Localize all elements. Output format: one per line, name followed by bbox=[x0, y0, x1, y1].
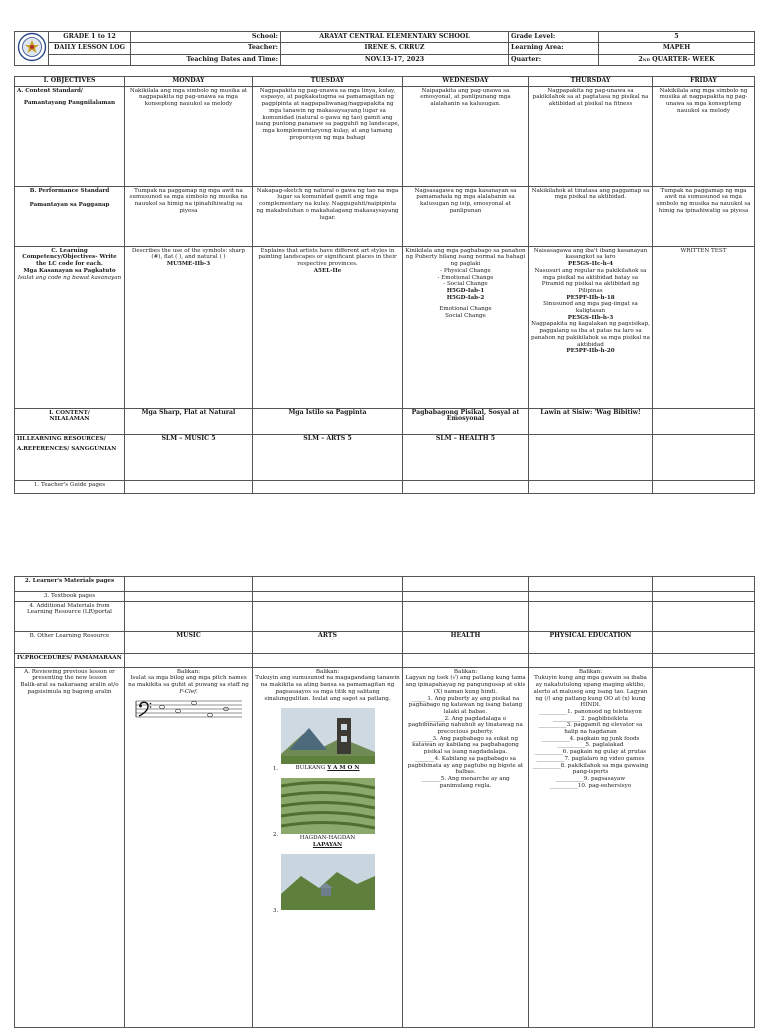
performance-standard-tue: Nakapag-sketch ng natural o gawa ng tao na mga lugar sa komunidad gamit ang mga complementary na kulay. Nagguguhit/naipipinta ng makabuluhan o makahalagang makasaysayang lugar. bbox=[253, 186, 403, 246]
review-arts: Balikan: Tukuyin ang sumusunod na magagandang tanawin na makikita sa ating bansa sa pamamagitan ng pagsasaayos sa mga titik ng salitang sinalunggulitan. Isulat ang sagot sa patlang. 1. BULKANG Y A M O N 2. HAGDAN-HAGDAN LAPAYAN 3. bbox=[253, 667, 403, 1027]
content-standard-wed: Naipapakita ang pag-unawa sa emosyonal, at panlipunang mga alalahanin sa kalusugan. bbox=[403, 86, 529, 186]
competency-wed: Kinikilala ang mga pagbabago sa panahon ng Puberty bilang isang normal na bahagi ng paglaki - Physical Change - Emotional Change - Social Change H5GD-Iab-1 H5GD-Iab-2 Emotional Change Social Change bbox=[403, 246, 529, 408]
learners-materials-label: 2. Learner's Materials pages bbox=[15, 577, 125, 592]
performance-standard-label: B. Performance Standard Pamantayan sa Pagganap bbox=[15, 186, 125, 246]
empty-cell bbox=[403, 577, 529, 592]
col-pe: PHYSICAL EDUCATION bbox=[529, 631, 653, 653]
empty-cell bbox=[253, 592, 403, 602]
arts-item-1: 1. BULKANG Y A M O N bbox=[255, 708, 400, 772]
objectives-heading: I. OBJECTIVES bbox=[15, 77, 125, 87]
procedures-table bbox=[14, 576, 755, 1028]
empty-cell bbox=[529, 592, 653, 602]
textbook-label: 3. Textbook pages bbox=[15, 592, 125, 602]
resources-fri bbox=[653, 434, 755, 480]
competency-tue: Explains that artists have different art styles in painting landscapes or significant places in their respective provinces. A5EL-IIe bbox=[253, 246, 403, 408]
empty-cell bbox=[653, 631, 755, 653]
empty-cell bbox=[529, 653, 653, 667]
empty-cell bbox=[253, 480, 403, 493]
empty-cell bbox=[253, 577, 403, 592]
content-fri bbox=[653, 408, 755, 434]
col-health: HEALTH bbox=[403, 631, 529, 653]
dates-value: NOV.13-17, 2023 bbox=[281, 54, 509, 65]
resources-label: III.LEARNING RESOURCES/ A.REFERENCES/ SANGGUNIAN bbox=[15, 434, 125, 480]
performance-standard-fri: Tumpak na paggamap ng mga awit na sumusunod sa mga simbolo ng musika na nauukol sa himig na ipinahiwatig sa piyesa bbox=[653, 186, 755, 246]
other-resources-label: B. Other Learning Resource bbox=[15, 631, 125, 653]
empty-cell bbox=[125, 653, 253, 667]
school-label: School: bbox=[131, 32, 281, 43]
day-tuesday: TUESDAY bbox=[253, 77, 403, 87]
empty-cell bbox=[529, 601, 653, 631]
review-label: A. Reviewing previous lesson or presenting the new lesson Balik-aral sa nakaraang aralin at/o pagsisimula ng bagong aralin bbox=[15, 667, 125, 1027]
content-standard-fri: Nakikilala ang mga simbolo ng musika at nagpapakita ng pag-unawa sa mga konsepteng nauukol sa melody bbox=[653, 86, 755, 186]
empty-cell bbox=[125, 480, 253, 493]
content-standard-label: A. Content Standard/ Pamantayang Pangnilalaman bbox=[15, 86, 125, 186]
log-title: DAILY LESSON LOG bbox=[49, 43, 131, 54]
hills-image bbox=[281, 854, 375, 910]
quarter-value: 2ND QUARTER- WEEK bbox=[599, 54, 755, 65]
blank-cell bbox=[49, 54, 131, 65]
day-friday: FRIDAY bbox=[653, 77, 755, 87]
competency-thu: Naisasagawa ang iba't ibang kasanayan kasangkot sa laro PE5GS-IIc-h-4 Nasusuri ang regular na pakikilahok sa mga pisikal na aktibidad batay sa Piramid ng pisikal na aktibidad ng Pilipinas PE5PF-IIb-h-18 Sinusunod ang mga pag-iingat sa kaligtasan PE5GS-IIb-h-3 Nagpapakita ng kagalakan ng pagsisikap, paggalang sa iba at patas na laro sa panahon ng pakikilahok sa mga pisikal na aktibidad PE5PF-IIb-h-20 bbox=[529, 246, 653, 408]
review-music: Balikan: Isulat sa mga bilog ang mga pitch names na makikita sa guhit at puwang sa staff ng F-Clef. bbox=[125, 667, 253, 1027]
empty-cell bbox=[529, 480, 653, 493]
volcano-tower-image bbox=[281, 708, 375, 764]
empty-cell bbox=[653, 667, 755, 1027]
day-thursday: THURSDAY bbox=[529, 77, 653, 87]
quarter-label: Quarter: bbox=[509, 54, 599, 65]
content-tue: Mga Istilo sa Pagpinta bbox=[253, 408, 403, 434]
empty-cell bbox=[529, 577, 653, 592]
header-table bbox=[14, 31, 755, 66]
teacher-value: IRENE S. CRRUZ bbox=[281, 43, 509, 54]
empty-cell bbox=[403, 601, 529, 631]
col-music: MUSIC bbox=[125, 631, 253, 653]
content-standard-tue: Nagpapakita ng pag-unawa sa mga linya, kulay, espasyo, at pagkakatugma sa pamamagitan ng pagpipinta at nagpapaliwanag/nagpapakita ng mga tanawin ng makasaysayang lugar sa komunidad (natural o gawa ng tao) gamit ang isang puntong pananaw sa pagguhit ng landscape, mga komplementaryong kulay, at ang tamang proporsyon ng mga bahagi bbox=[253, 86, 403, 186]
performance-standard-wed: Nagsasagawa ng mga kasanayan sa pamamahala ng mga alalahanin sa kalusugan ng isip, emosyonal at panlipunan bbox=[403, 186, 529, 246]
content-wed: Pagbabagong Pisikal, Sosyal at Emosyonal bbox=[403, 408, 529, 434]
empty-cell bbox=[403, 592, 529, 602]
content-mon: Mga Sharp, Flat at Natural bbox=[125, 408, 253, 434]
f-clef-staff bbox=[134, 698, 244, 720]
performance-standard-mon: Tumpak na paggamap ng mga awit na sumusunod sa mga simbolo ng musika na nauukol sa himig na ipinahihiwatig sa piyesa bbox=[125, 186, 253, 246]
content-standard-mon: Nakikilala ang mga simbolo ng musika at nagpapakita ng pag-unawa sa mga konsepteng nauukol sa melody bbox=[125, 86, 253, 186]
resources-mon: SLM – MUSIC 5 bbox=[125, 434, 253, 480]
empty-cell bbox=[653, 653, 755, 667]
arts-item-3: 3. bbox=[255, 854, 400, 910]
empty-cell bbox=[653, 592, 755, 602]
arts-item-2: 2. HAGDAN-HAGDAN LAPAYAN bbox=[255, 778, 400, 848]
learning-area-label: Learning Area: bbox=[509, 43, 599, 54]
content-thu: Lawin at Sisiw: 'Wag Bibitiw! bbox=[529, 408, 653, 434]
empty-cell bbox=[653, 480, 755, 493]
grade-range: GRADE 1 to 12 bbox=[49, 32, 131, 43]
empty-cell bbox=[403, 480, 529, 493]
rice-terraces-image bbox=[281, 778, 375, 834]
grade-level-label: Grade Level: bbox=[509, 32, 599, 43]
deped-seal bbox=[15, 32, 49, 66]
empty-cell bbox=[125, 601, 253, 631]
competency-mon: Describes the use of the symbols: sharp (#), flat ( ), and natural ( ) MU5ME-IIb-3 bbox=[125, 246, 253, 408]
empty-cell bbox=[653, 601, 755, 631]
teacher-label: Teacher: bbox=[131, 43, 281, 54]
review-health: Balikan: Lagyan ng tsek (√) ang patlang kung tama ang ipinapahayag ng pangungusap at ekis (X) naman kung hindi. _____ 1. Ang puberty ay ang pisikal na pagbabago ng katawan ng isang batang lalaki at babae. _______2. Ang pagdadalaga o pagbibinatang nahuhuli ay tinatawag na precocious puberty. _______3. Ang pagbabago sa sukat ng katawan ay kabilang sa pagbabagong pisikal sa isang nagdadalaga. _______4. Kabilang sa pagbabago sa pagbibinata ay ang pagtubo ng bigote at balbas. _______5. Ang menarche ay ang panimulang regla. bbox=[403, 667, 529, 1027]
empty-cell bbox=[253, 601, 403, 631]
additional-materials-label: 4. Additional Materials from Learning Resource (LR)portal bbox=[15, 601, 125, 631]
empty-cell bbox=[125, 592, 253, 602]
procedures-label: IV.PROCEDURES/ PAMAMARAAN bbox=[15, 653, 125, 667]
empty-cell bbox=[253, 653, 403, 667]
grade-level-value: 5 bbox=[599, 32, 755, 43]
empty-cell bbox=[125, 577, 253, 592]
performance-standard-thu: Nakikilahok at tinatasa ang paggamap sa mga pisikal na aktibidad. bbox=[529, 186, 653, 246]
learning-area-value: MAPEH bbox=[599, 43, 755, 54]
resources-tue: SLM – ARTS 5 bbox=[253, 434, 403, 480]
day-wednesday: WEDNESDAY bbox=[403, 77, 529, 87]
competency-label: C. Learning Competency/Objectives- Write the LC code for each. Mga Kasanayan sa Pagkatuto Isulat ang code ng bawat kasanayan bbox=[15, 246, 125, 408]
col-arts: ARTS bbox=[253, 631, 403, 653]
resources-wed: SLM – HEALTH 5 bbox=[403, 434, 529, 480]
empty-cell bbox=[653, 577, 755, 592]
day-monday: MONDAY bbox=[125, 77, 253, 87]
dates-label: Teaching Dates and Time: bbox=[131, 54, 281, 65]
school-value: ARAYAT CENTRAL ELEMENTARY SCHOOL bbox=[281, 32, 509, 43]
review-pe: Balikan: Tukuyin kung ang mga gawain sa ibaba ay nakatutulong upang maging aktibo, alerto at malusog ang isang tao. Lagyan ng (/) ang patlang kung OO at (x) kung HINDI. __________1. panonood ng telebisyon __________2. pagbibisikleta __________3. paggamit ng elevator sa halip na hagdanan __________4. pagkain ng junk foods __________5. paglalakad __________6. pagkain ng gulay at prutas __________7. paglalaro ng video games __________8. pakikilahok sa mga gawaing pang-isports __________9. pagsasayaw __________10. pag-eehersisyo bbox=[529, 667, 653, 1027]
resources-thu bbox=[529, 434, 653, 480]
objectives-table bbox=[14, 76, 755, 494]
content-standard-thu: Nagpapakita ng pag-unawa sa pakikilahok sa at pagtatasa ng pisikal na aktibidad at pisikal na fitness bbox=[529, 86, 653, 186]
content-label: I. CONTENT/ NILALAMAN bbox=[15, 408, 125, 434]
competency-fri: WRITTEN TEST bbox=[653, 246, 755, 408]
empty-cell bbox=[403, 653, 529, 667]
teachers-guide-label: 1. Teacher's Guide pages bbox=[15, 480, 125, 493]
